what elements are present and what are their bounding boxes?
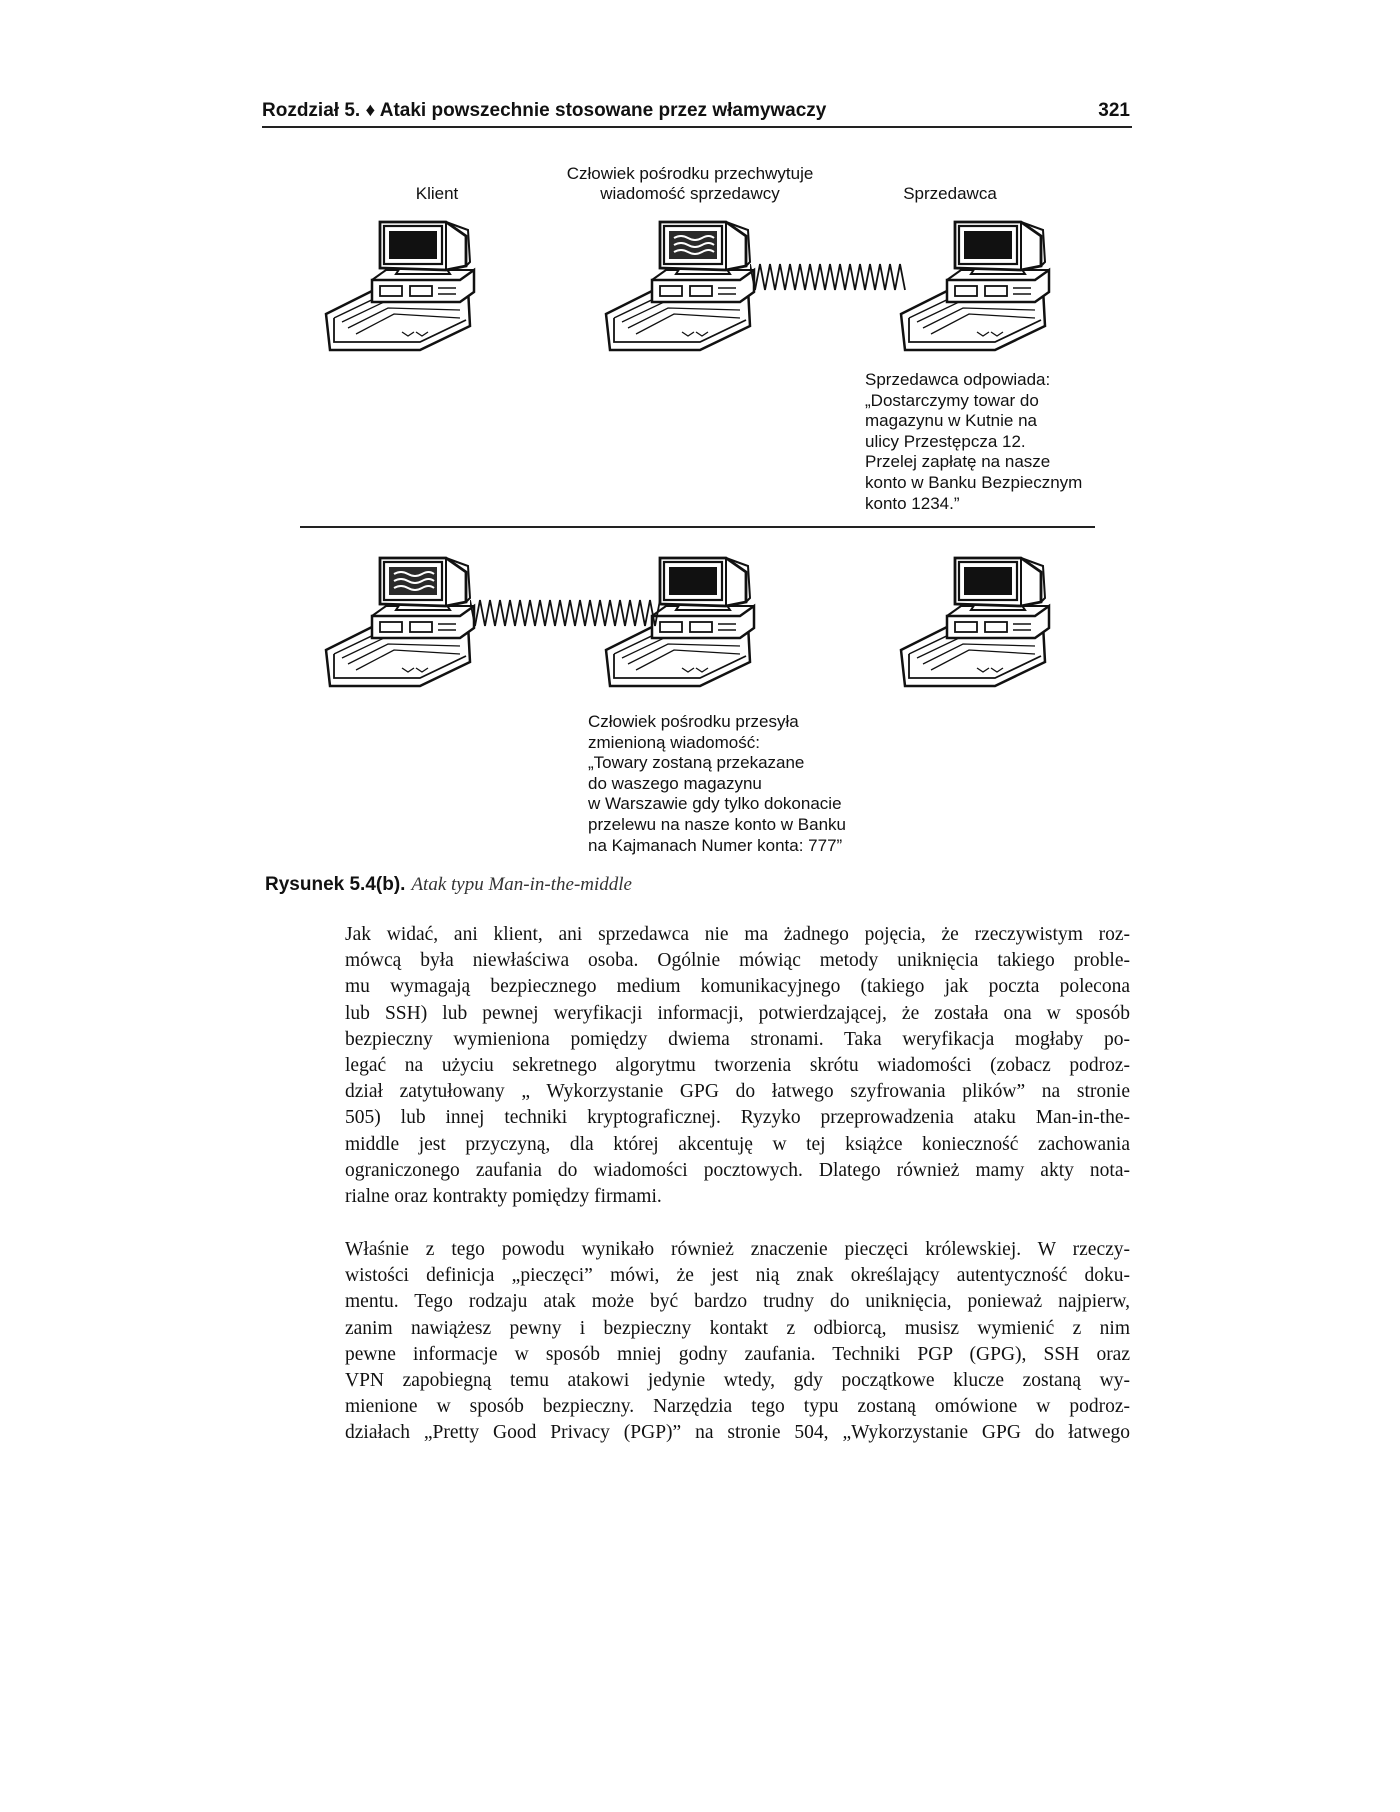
text-line: działach „Pretty Good Privacy (PGP)” na stronie 504, „Wykorzystanie GPG do łatwego [345,1422,1130,1444]
text-line: lub SSH) lub pewnej weryfikacji informacji, potwierdzającej, że została ona w sposób [345,1002,1130,1024]
text-line: rialne oraz kontrakty pomiędzy firmami. [345,1185,662,1207]
seller-label: Sprzedawca [903,184,997,203]
seller-message-line: Przelej zapłatę na nasze [865,452,1051,472]
client-computer-icon [320,214,480,359]
seller-message-line: magazynu w Kutnie na [865,411,1037,431]
mitm-message-line: Człowiek pośrodku przesyła [588,712,799,731]
text-line: zanim nawiążesz pewny i bezpieczny kontakt z odbiorcą, musisz wymienić z nim [345,1317,1130,1339]
attacker-computer-icon [600,214,760,359]
figure-divider [300,526,1095,528]
mitm-intercept-label [540,164,840,204]
text-line: wistości definicja „pieczęci” mówi, że jest nią znak określający autentyczność doku- [345,1265,1130,1287]
mitm-message-line: na Kajmanach Numer konta: 777” [588,835,843,855]
mitm-message [588,712,846,856]
seller-message-line: „Dostarczymy towar do [865,390,1039,410]
text-line: dział zatytułowany „ Wykorzystanie GPG do łatwego szyfrowania plików” na stronie [345,1081,1130,1103]
text-line: ograniczonego zaufania do wiadomości pocztowych. Dlatego również mamy akty nota- [345,1159,1130,1181]
text-line: 505) lub innej techniki kryptograficznej. Ryzyko przeprowadzenia ataku Man-in-the- [345,1107,1130,1129]
body-paragraph [345,1237,1130,1447]
text-line: mu wymagają bezpiecznego medium komunikacyjnego (takiego jak poczta polecona [345,976,1130,998]
mitm-message-line: zmienioną wiadomość: [588,732,760,752]
text-line: mentu. Tego rodzaju atak może być bardzo trudny do uniknięcia, ponieważ najpierw, [345,1291,1130,1313]
text-line: VPN zapobiegną temu atakowi jedynie wtedy, gdy początkowe klucze zostaną wy- [345,1369,1130,1391]
figure-caption-label: Rysunek 5.4(b). [265,874,406,895]
mitm-intercept-line-2: wiadomość sprzedawcy [600,184,780,203]
mitm-message-line: „Towary zostaną przekazane [588,753,805,773]
seller-message-line: ulicy Przestępcza 12. [865,431,1026,451]
figure-caption-title: Atak typu Man-in-the-middle [411,874,632,895]
text-line: Jak widać, ani klient, ani sprzedawca nie ma żadnego pojęcia, że rzeczywistym roz- [345,924,1130,945]
mitm-message-line: do waszego magazynu [588,773,762,793]
seller-message-line: konto w Banku Bezpiecznym [865,472,1083,492]
seller-computer-icon [895,214,1055,359]
mitm-intercept-line-1: Człowiek pośrodku przechwytuje [566,164,814,183]
text-line: middle jest przyczyną, dla której akcentuję w tej książce konieczność zachowania [345,1133,1130,1155]
page-number: 321 [1098,100,1130,121]
running-header [262,98,1130,128]
chapter-title: Rozdział 5. ♦ Ataki powszechnie stosowane przez włamywaczy [262,100,827,121]
connection-wave-icon [750,258,910,298]
text-line: pewne informacje w sposób mniej godny zaufania. Techniki PGP (GPG), SSH oraz [345,1343,1130,1365]
seller-message-line: konto 1234.” [865,493,960,513]
body-paragraph [345,922,1130,1210]
client-label: Klient [415,184,459,203]
seller-message-line: Sprzedawca odpowiada: [865,370,1051,389]
mitm-message-line: przelewu na nasze konto w Banku [588,814,846,834]
connection-wave-icon [470,594,660,634]
text-line: Właśnie z tego powodu wynikało również znaczenie pieczęci królewskiej. W rzeczy- [345,1239,1130,1260]
seller-computer-icon [895,550,1055,695]
text-line: mienione w sposób bezpieczny. Narzędzia tego typu zostaną omówione w podroz- [345,1396,1130,1418]
figure-caption [265,874,632,896]
text-line: bezpieczny wymieniona pomiędzy dwiema stronami. Taka weryfikacja mogłaby po- [345,1028,1130,1050]
text-line: mówcą była niewłaściwa osoba. Ogólnie mówiąc metody uniknięcia takiego proble- [345,950,1130,972]
text-line: legać na użyciu sekretnego algorytmu tworzenia skrótu wiadomości (zobacz podroz- [345,1054,1130,1076]
header-rule [262,126,1132,128]
client-computer-icon [320,550,480,695]
seller-message [865,370,1082,514]
mitm-message-line: w Warszawie gdy tylko dokonacie [588,794,842,814]
